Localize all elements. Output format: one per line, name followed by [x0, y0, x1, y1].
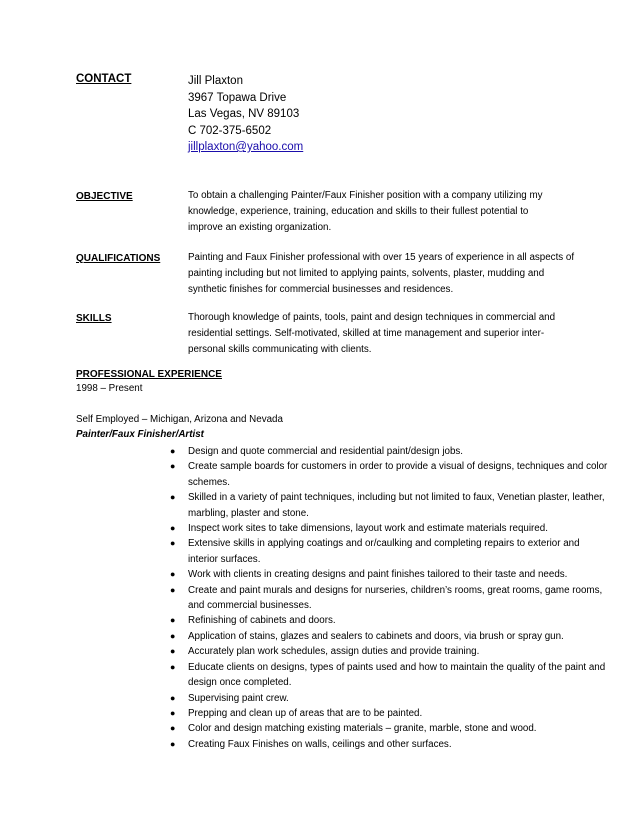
experience-duties-list	[170, 444, 610, 752]
list-item	[170, 521, 610, 536]
bullet-icon: ●	[170, 630, 176, 641]
duty-text: Supervising paint crew.	[188, 692, 289, 704]
experience-dates: 1998 – Present	[76, 383, 143, 394]
bullet-icon: ●	[170, 461, 176, 472]
skills-text	[188, 310, 555, 358]
qualifications-heading: QUALIFICATIONS	[76, 253, 161, 264]
contact-address-line2: Las Vegas, NV 89103	[188, 108, 300, 120]
bullet-icon: ●	[170, 523, 176, 534]
duty-text: Work with clients in creating designs and paint finishes tailored to their taste and needs.	[188, 569, 568, 581]
experience-employer: Self Employed – Michigan, Arizona and Nevada	[76, 414, 283, 425]
duty-text: Design and quote commercial and residential paint/design jobs.	[188, 446, 464, 457]
contact-email-link[interactable]: jillplaxton@yahoo.com	[188, 141, 304, 153]
duty-text: Create and paint murals and designs for nurseries, children’s rooms, great rooms, game rooms, and commercial businesses.	[188, 584, 603, 612]
duty-text: Color and design matching existing materials – granite, marble, stone and wood.	[188, 723, 537, 735]
duty-text: Create sample boards for customers in order to provide a visual of designs, techniques and color schemes.	[188, 461, 608, 488]
list-item	[170, 459, 610, 490]
skills-line: personal skills communicating with clients.	[188, 344, 372, 355]
objective-line: knowledge, experience, training, education and skills to their fullest potential to	[188, 206, 529, 217]
objective-line: improve an existing organization.	[188, 222, 332, 233]
duty-text: Refinishing of cabinets and doors.	[188, 615, 336, 627]
duty-text: Extensive skills in applying coatings and or/caulking and completing repairs to exterior and interior surfaces.	[188, 538, 580, 565]
list-item	[170, 583, 610, 614]
list-item	[170, 644, 610, 659]
qualifications-text	[188, 250, 574, 298]
bullet-icon: ●	[170, 615, 176, 626]
duty-text: Accurately plan work schedules, assign duties and provide training.	[188, 646, 480, 658]
bullet-icon: ●	[170, 584, 176, 595]
bullet-icon: ●	[170, 538, 176, 549]
bullet-icon: ●	[170, 723, 176, 734]
qualifications-line: painting including but not limited to applying paints, solvents, plaster, mudding and	[188, 268, 545, 279]
list-item	[170, 629, 610, 644]
bullet-icon: ●	[170, 707, 176, 718]
bullet-icon: ●	[170, 692, 176, 703]
duty-text: Skilled in a variety of paint techniques, including but not limited to faux, Venetian plaster, leather, marbling, plaster and stone.	[188, 492, 605, 519]
list-item	[170, 444, 610, 459]
bullet-icon: ●	[170, 492, 176, 503]
objective-text	[188, 188, 543, 236]
skills-heading: SKILLS	[76, 313, 112, 324]
experience-heading: PROFESSIONAL EXPERIENCE	[76, 369, 222, 380]
list-item	[170, 721, 610, 736]
list-item	[170, 613, 610, 628]
list-item	[170, 737, 610, 752]
qualifications-line: synthetic finishes for commercial businesses and residences.	[188, 284, 454, 295]
bullet-icon: ●	[170, 569, 176, 580]
contact-address-line1: 3967 Topawa Drive	[188, 92, 287, 104]
bullet-icon: ●	[170, 646, 176, 657]
skills-line: residential settings. Self-motivated, skilled at time management and superior inter-	[188, 328, 545, 339]
bullet-icon: ●	[170, 738, 176, 749]
objective-heading: OBJECTIVE	[76, 191, 133, 202]
experience-job-title: Painter/Faux Finisher/Artist	[76, 429, 204, 440]
contact-phone: C 702-375-6502	[188, 125, 272, 137]
duty-text: Inspect work sites to take dimensions, layout work and estimate materials required.	[188, 523, 548, 535]
bullet-icon: ●	[170, 446, 176, 456]
qualifications-line: Painting and Faux Finisher professional with over 15 years of experience in all aspects of	[188, 252, 575, 263]
objective-line: To obtain a challenging Painter/Faux Finisher position with a company utilizing my	[188, 190, 543, 201]
duty-text: Application of stains, glazes and sealers to cabinets and doors, via brush or spray gun.	[188, 630, 564, 642]
skills-line: Thorough knowledge of paints, tools, paint and design techniques in commercial and	[188, 312, 556, 323]
duty-text: Prepping and clean up of areas that are to be painted.	[188, 707, 423, 719]
list-item	[170, 567, 610, 582]
list-item	[170, 536, 610, 567]
contact-name: Jill Plaxton	[188, 75, 243, 87]
list-item	[170, 490, 610, 521]
contact-heading: CONTACT	[76, 73, 132, 85]
list-item	[170, 706, 610, 721]
list-item	[170, 691, 610, 706]
bullet-icon: ●	[170, 661, 176, 672]
list-item	[170, 660, 610, 691]
duty-text: Educate clients on designs, types of paints used and how to maintain the quality of the paint and design once completed.	[188, 661, 606, 689]
duty-text: Creating Faux Finishes on walls, ceilings and other surfaces.	[188, 738, 452, 750]
